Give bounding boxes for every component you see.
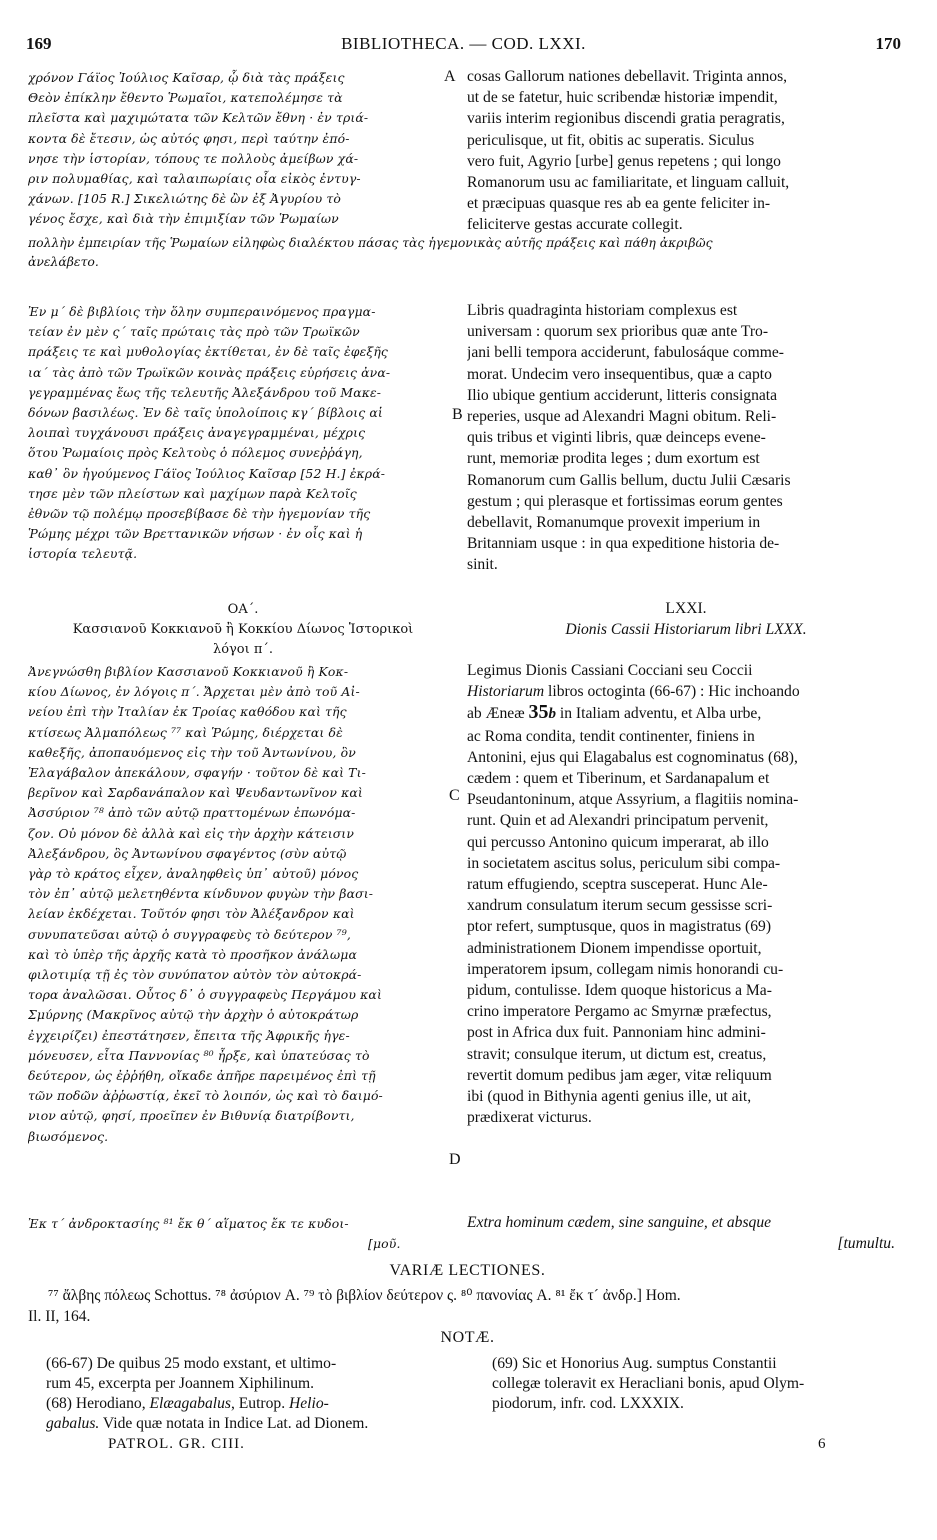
greek-line: φιλοτιμίᾳ τῇ ἐς τὸν συνύπατον αὐτὸν τὸν αὐτοκρά- xyxy=(28,967,362,983)
greek-line: ια´ τὰς ἀπὸ τῶν Τρωϊκῶν κοινὰς πράξεις εὑρήσεις ἀνα- xyxy=(28,364,391,380)
greek-line: κίου Δίωνος, ἐν λόγοις π´. Ἄρχεται μὲν ἀπὸ τοῦ Αἰ- xyxy=(28,684,360,700)
margin-letter-c: C xyxy=(449,787,460,804)
greek-line: μόνευσεν, εἶτα Παννονίας ⁸⁰ ἦρξε, καὶ ὑπατεύσας τὸ xyxy=(28,1047,370,1063)
latin-line: xandrum consulatum iterum secum gessisse scri- xyxy=(467,897,773,915)
latin-codex-number: LXXI. xyxy=(665,600,707,617)
greek-line: λοιπαὶ τυγχάνουσι πράξεις ἀναγεγραμμέναι, μέχρις xyxy=(28,425,366,441)
greek-line: Ἀλεξάνδρου, ὃς Ἀντωνίνου σφαγέντος (σὺν αὐτῷ xyxy=(28,845,347,861)
greek-line: βερῖνον καὶ Σαρδανάπαλον καὶ Ψευδαντωνῖνον καὶ xyxy=(28,785,363,801)
greek-full-width xyxy=(28,233,908,271)
variae-heading: VARIÆ LECTIONES. xyxy=(389,1262,546,1279)
greek-line: Ῥώμης μέχρι τῶν Βρεττανικῶν νήσων · ἐν οἷς καὶ ἡ xyxy=(28,526,363,542)
latin-line: vero fuit, Agyrio [urbe] genus repetens ; qui longo xyxy=(467,152,781,170)
note-italic: gabalus. xyxy=(46,1415,100,1432)
notae-right xyxy=(492,1354,910,1414)
greek-line: δόνων βασιλέως. Ἐν δὲ ταῖς ὑπολοίποις κγ´ βίβλοις αἱ xyxy=(28,405,383,421)
latin-line: qui percusso Antonino quicum imperarat, ab illo xyxy=(467,833,769,851)
latin-line: gestum ; qui plerasque et fortissimas eorum gentes xyxy=(467,492,783,510)
latin-line: feliciterve gestas accurate collegit. xyxy=(467,216,683,234)
latin-line: Legimus Dionis Cassiani Cocciani seu Coccii xyxy=(467,662,753,679)
greek-line: κτίσεως Ἀλμαπόλεως ⁷⁷ καὶ Ῥώμης, διέρχεται δὲ xyxy=(28,724,343,740)
latin-italic-word: Historiarum xyxy=(467,683,545,701)
greek-line: χάνων. [105 R.] Σικελιώτης δὲ ὢν ἐξ Ἀγυρίου τὸ xyxy=(28,191,341,207)
greek-line: ἐθνῶν τῷ πολέμῳ προσεβίβασε δὲ τὴν ἡγεμονίαν τῆς xyxy=(28,506,371,522)
greek-line: Ἐκ τ´ ἀνδροκτασίης ⁸¹ ἔκ θ´ αἵματος ἔκ τε κυδοι- xyxy=(28,1216,349,1231)
notae-left xyxy=(46,1354,466,1434)
latin-line: morat. Undecim vero insequentibus, quæ a capto xyxy=(467,365,772,383)
latin-line: in societatem ascitus solus, periculum sibi compa- xyxy=(467,854,781,872)
note-line: (66-67) De quibus 25 modo exstant, et ultimo- xyxy=(46,1355,337,1372)
greek-line: χρόνον Γάϊος Ἰούλιος Καῖσαρ, ᾧ διὰ τὰς πράξεις xyxy=(28,70,345,85)
note-text: , Eutrop. xyxy=(230,1395,289,1412)
greek-codex-title-line: Κασσιανοῦ Κοκκιανοῦ ἢ Κοκκίου Δίωνος Ἱστορικοὶ xyxy=(72,622,414,637)
greek-line: συνυπατεῦσαι αὐτῷ ὁ συγγραφεὺς τὸ δεύτερον ⁷⁹, xyxy=(28,926,351,942)
greek-line: ζον. Οὐ μόνον δὲ ἀλλὰ καὶ εἰς τὴν ἀρχὴν κάτεισιν xyxy=(28,825,354,841)
latin-quote xyxy=(467,1212,905,1254)
latin-line: debellavit, Romanumque provexit imperium in xyxy=(467,514,761,532)
latin-line: Ilio ubique gentium acciderunt, litteris consignata xyxy=(467,386,778,404)
greek-line: τείαν ἐν μὲν ς´ ταῖς πρώταις τὰς πρὸ τῶν Τρωϊκῶν xyxy=(28,324,360,340)
greek-codex-title xyxy=(28,600,458,660)
greek-line: Σμύρνης (Μακρῖνος αὐτῷ τὴν ἀρχὴν ὁ αὐτοκράτωρ xyxy=(28,1007,359,1023)
greek-line: τῶν ποδῶν ἀῤῥωστίᾳ, ἐκεῖ τὸ λοιπόν, ὡς καὶ τὸ δαιμό- xyxy=(28,1088,383,1104)
latin-line: ibi (quod in Bithynia agenti genius ille, ut ait, xyxy=(467,1088,752,1106)
latin-line: prædixerat victurus. xyxy=(467,1109,592,1127)
latin-line: jani belli tempora acciderunt, fabulosáque comme- xyxy=(467,344,784,362)
greek-line: πράξεις τε καὶ μυθολογίας ἐκτίθεται, ἐν δὲ ταῖς ἐφεξῆς xyxy=(28,344,389,360)
running-title: BIBLIOTHECA. — COD. LXXI. xyxy=(341,34,586,53)
latin-line-text: ab Æneæ xyxy=(467,705,529,723)
greek-quote xyxy=(28,1214,458,1254)
footer-series: PATROL. GR. CIII. xyxy=(108,1436,245,1452)
page-number-left: 169 xyxy=(26,34,52,53)
latin-column-1 xyxy=(467,66,905,236)
latin-line: Antonini, ejus qui Elagabalus est cognominatus (68), xyxy=(467,748,798,766)
latin-codex-title-line: Dionis Cassii Historiarum libri LXXX. xyxy=(565,621,807,638)
margin-letter-a: A xyxy=(444,68,456,85)
greek-column-3 xyxy=(28,662,458,1147)
greek-line: νείου ἐπὶ τὴν Ἰταλίαν ἐκ Τροίας καθόδου καὶ τῆς xyxy=(28,704,347,720)
greek-column-1 xyxy=(28,68,458,230)
latin-line xyxy=(467,702,905,725)
folio-marker: 35b xyxy=(528,702,556,724)
greek-line: [μοῦ. xyxy=(368,1236,401,1252)
latin-line: pidum, contulisse. Idem quoque historicus a Ma- xyxy=(467,982,772,1000)
margin-letter-d: D xyxy=(449,1151,461,1168)
greek-line: τὸν ἐπ᾽ αὐτῷ μελετηθέντα κίνδυνον φυγὼν τὴν βασι- xyxy=(28,886,374,902)
latin-line: Pseudantoninum, atque Assyrium, a flagitiis nomina- xyxy=(467,791,799,809)
variae-lectiones xyxy=(28,1285,907,1327)
latin-line: variis interim regionibus discendi gratia peragratis, xyxy=(467,110,785,128)
greek-line: γένος ἔσχε, καὶ διὰ τὴν ἐπιμιξίαν τῶν Ῥωμαίων xyxy=(28,211,339,227)
greek-line: νησε τὴν ἱστορίαν, τόπους τε πολλοὺς ἀμείβων χά- xyxy=(28,150,359,166)
note-line xyxy=(46,1394,466,1414)
greek-line: Ἐλαγάβαλον ἀπεκάλουν, σφαγήν · τοῦτον δὲ καὶ Τι- xyxy=(28,765,366,781)
latin-line: sinit. xyxy=(467,556,498,574)
latin-line: imperatorem ipsum, collegam nimis honorandi cu- xyxy=(467,960,784,978)
greek-line: λείαν ἐκδέχεται. Τοῦτόν φησι τὸν Ἀλέξανδρον καὶ xyxy=(28,906,355,922)
greek-line: βιωσόμενος. xyxy=(28,1128,109,1144)
greek-line: ἀνελάβετο. xyxy=(28,254,99,269)
page-number-right: 170 xyxy=(875,34,901,53)
note-text: (68) Herodiano, xyxy=(46,1395,150,1412)
margin-letter-b: B xyxy=(452,406,463,423)
latin-line: runt. Quin et ad Alexandri principatum pervenit, xyxy=(467,812,769,830)
latin-line xyxy=(467,681,905,702)
note-italic: Elæagabalus xyxy=(149,1395,231,1412)
note-line: (69) Sic et Honorius Aug. sumptus Constantii xyxy=(492,1355,777,1372)
latin-line: Britanniam usque : in qua expeditione historia de- xyxy=(467,535,780,553)
latin-line: post in Africa dux fuit. Pannoniam hinc admini- xyxy=(467,1024,766,1042)
notae-heading: NOTÆ. xyxy=(440,1329,495,1346)
latin-line: periculisque, ut fit, obitis ac superatis. Siculus xyxy=(467,131,755,149)
greek-line: τησε μὲν τῶν πλείστων καὶ μαχίμων παρὰ Κελτοῖς xyxy=(28,485,357,501)
greek-column-2 xyxy=(28,302,458,565)
latin-line: universam : quorum sex prioribus quæ ante Tro- xyxy=(467,323,769,341)
latin-codex-title xyxy=(467,598,905,640)
latin-line: et præcipuas quasque res ab ea gente feliciter in- xyxy=(467,195,771,213)
latin-line: Romanorum cum Gallis bellum, ductu Julii Cæsaris xyxy=(467,471,791,489)
latin-line: cædem : quem et Tiberinum, et Sardanapalum et xyxy=(467,770,770,788)
greek-line: καθ᾽ ὃν ἡγούμενος Γάϊος Ἰούλιος Καῖσαρ [52 H.] ἐκρά- xyxy=(28,465,386,481)
variae-line: Il. ΙΙ, 164. xyxy=(28,1308,91,1325)
latin-line: runt, memoriæ prodita leges ; dum exortum est xyxy=(467,450,760,468)
greek-line: ἐγχειρίζει) ἐπεστάτησεν, ἔπειτα τῆς Ἀφρικῆς ἡγε- xyxy=(28,1027,350,1043)
greek-line: δεύτερον, ὡς ἐῤῥήθη, οἴκαδε ἀπῆρε παρειμένος ἐπὶ τῇ xyxy=(28,1068,376,1084)
greek-codex-number: ΟΑ´. xyxy=(227,602,259,617)
latin-line: Romanorum usu ac familiaritate, et linguam calluit, xyxy=(467,174,790,192)
greek-line: ριν πολυμαθίας, καὶ ταλαιπωρίαις οἷα εἰκὸς ἐντυγ- xyxy=(28,171,361,187)
note-text: Vide quæ notata in Indice Lat. ad Dionem. xyxy=(99,1415,369,1432)
greek-line: ἱστορία τελευτᾷ. xyxy=(28,546,138,562)
greek-line: τορα ἀναλῶσαι. Οὗτος δ᾽ ὁ συγγραφεὺς Περγάμου καὶ xyxy=(28,987,382,1003)
greek-line: ὅτου Ῥωμαίοις πρὸς Κελτοὺς ὁ πόλεμος συνεῤῥάγη, xyxy=(28,445,363,461)
greek-codex-title-line: λόγοι π´. xyxy=(212,642,274,657)
latin-line: ratum effugiendo, sceptra susceperat. Hunc Ale- xyxy=(467,876,768,894)
latin-column-3 xyxy=(467,660,905,1128)
latin-line: administrationem Dionem impendisse oportuit, xyxy=(467,939,762,957)
note-line: piodorum, infr. cod. LXXXIX. xyxy=(492,1395,684,1412)
latin-line: Libris quadraginta historiam complexus est xyxy=(467,302,738,319)
greek-line: γεγραμμένας ἕως τῆς τελευτῆς Ἀλεξάνδρου τοῦ Μακε- xyxy=(28,384,382,400)
variae-line: ⁷⁷ ἄλβης πόλεως Schottus. ⁷⁸ ἀσύριον A. ⁷⁹ τὸ βιβλίον δεύτερον ς. ⁸⁰ πανονίας A. ⁸¹ ἔκ τ´ ἀνδρ.] Hom. xyxy=(48,1287,681,1304)
note-italic: Helio- xyxy=(289,1395,329,1412)
latin-line-text: libros octoginta (66-67) : Hic inchoando xyxy=(544,683,800,701)
greek-line: Ἀνεγνώσθη βιβλίον Κασσιανοῦ Κοκκιανοῦ ἢ Κοκ- xyxy=(28,664,349,679)
greek-line: καὶ τὸ ὑπὲρ τῆς ἀρχῆς κατὰ τὸ προσῆκον ἀνάλωμα xyxy=(28,946,357,962)
latin-line: [tumultu. xyxy=(837,1235,895,1253)
note-line: collegæ toleravit ex Heracliani bonis, apud Olym- xyxy=(492,1375,805,1392)
latin-line: reperies, usque ad Alexandri Magni obitum. Reli- xyxy=(467,408,777,426)
note-line: rum 45, excerpta per Joannem Xiphilinum. xyxy=(46,1375,315,1392)
latin-line-text: in Italiam adventu, et Alba urbe, xyxy=(556,705,762,723)
greek-line: κοντα δὲ ἔτεσιν, ὡς αὐτός φησι, περὶ ταύτην ἐπό- xyxy=(28,130,350,146)
latin-line: stravit; consulque iterum, ut dictum est, creatus, xyxy=(467,1045,767,1063)
latin-line: cosas Gallorum nationes debellavit. Triginta annos, xyxy=(467,68,788,85)
latin-column-2 xyxy=(467,300,905,576)
greek-line: πολλὴν ἐμπειρίαν τῆς Ῥωμαίων εἰληφὼς διαλέκτου πάσας τὰς ἡγεμονικὰς αὐτῆς πράξεις καὶ πάθη ἀκριβῶς xyxy=(28,235,713,250)
greek-line: πλεῖστα καὶ μαχιμώτατα τῶν Κελτῶν ἔθνη · ἐν τριά- xyxy=(28,110,369,126)
latin-line: ptor refert, sumptusque, quos in magistratus (69) xyxy=(467,918,772,936)
greek-line: γὰρ τὸ κράτος εἶχεν, ἀναληφθεὶς ὑπ᾽ αὐτοῦ) μόνος xyxy=(28,866,359,882)
greek-line: νιον αὐτῷ, φησί, προεῖπεν ἐν Βιθυνίᾳ διατρίβοντι, xyxy=(28,1108,355,1124)
greek-line: Ἀσσύριον ⁷⁸ ἀπὸ τῶν αὐτῷ πραττομένων ἐπωνόμα- xyxy=(28,805,356,821)
page-header xyxy=(26,34,901,58)
latin-line: Extra hominum cædem, sine sanguine, et absque xyxy=(467,1214,772,1231)
greek-line: Ἐν μ´ δὲ βιβλίοις τὴν ὅλην συμπεραινόμενος πραγμα- xyxy=(28,304,376,319)
greek-line: καθεξῆς, ἀποπαυόμενος εἰς τὴν τοῦ Ἀντωνίνου, ὃν xyxy=(28,744,356,760)
footer-signature: 6 xyxy=(818,1436,826,1452)
latin-line: crino imperatore Pergamo ac Smyrnæ præfectus, xyxy=(467,1003,772,1021)
latin-line: quis tribus et viginti libris, quæ deinceps evene- xyxy=(467,429,766,447)
greek-line: Θεὸν ἐπίκλην ἔθεντο Ῥωμαῖοι, κατεπολέμησε τὰ xyxy=(28,90,343,106)
latin-line: revertit domum pedibus jam æger, vitæ reliquum xyxy=(467,1066,772,1084)
note-line xyxy=(46,1414,466,1434)
latin-line: ac Roma condita, tendit continenter, finiens in xyxy=(467,727,755,745)
latin-line: ut de se fatetur, huic scribendæ historiæ impendit, xyxy=(467,89,778,107)
